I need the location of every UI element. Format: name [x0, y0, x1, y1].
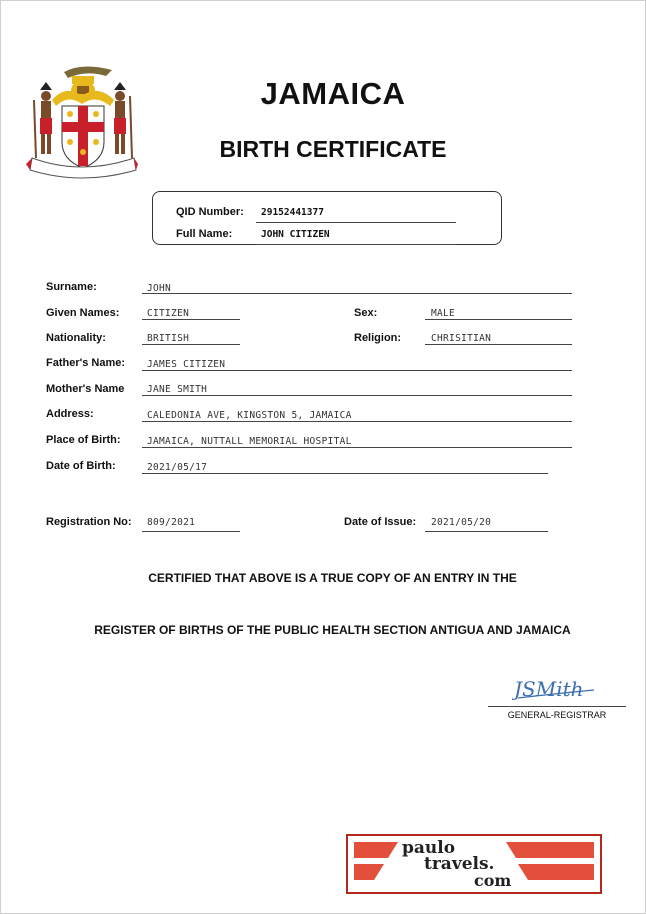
date-of-issue-label: Date of Issue: — [344, 516, 417, 528]
given-names-label: Given Names: — [46, 307, 120, 319]
religion-label: Religion: — [354, 332, 402, 344]
date-of-birth-label: Date of Birth: — [46, 460, 116, 472]
date-of-issue-value: 2021/05/20 — [431, 517, 492, 528]
surname-label: Surname: — [46, 281, 97, 293]
nationality-value: BRITISH — [147, 333, 190, 344]
watermark-text-paulo: paulo — [402, 838, 456, 858]
qid-number-value: 29152441377 — [261, 207, 324, 218]
religion-value: CHRISITIAN — [431, 333, 492, 344]
father-name-label: Father's Name: — [46, 357, 126, 369]
place-of-birth-label: Place of Birth: — [46, 434, 121, 446]
address-value: CALEDONIA AVE, KINGSTON 5, JAMAICA — [147, 410, 352, 421]
country-heading: JAMAICA — [260, 76, 406, 111]
surname-line — [142, 279, 572, 294]
registrar-signature-text: JSMith — [514, 677, 584, 701]
document-title: BIRTH CERTIFICATE — [219, 136, 447, 162]
registrar-signature — [512, 676, 598, 704]
qid-number-label: QID Number: — [176, 206, 244, 218]
sex-label: Sex: — [354, 307, 378, 319]
full-name-label: Full Name: — [176, 228, 233, 240]
certification-line-1: CERTIFIED THAT ABOVE IS A TRUE COPY OF AN ENTRY IN THE — [148, 571, 517, 585]
watermark-text-travels: travels. — [424, 854, 495, 874]
registration-no-value: 809/2021 — [147, 517, 196, 528]
registrar-title: GENERAL-REGISTRAR — [507, 710, 607, 720]
certification-line-2: REGISTER OF BIRTHS OF THE PUBLIC HEALTH SECTION ANTIGUA AND JAMAICA — [94, 623, 571, 637]
registration-no-label: Registration No: — [46, 516, 132, 528]
father-name-value: JAMES CITIZEN — [147, 359, 226, 370]
watermark-text-com: com — [474, 871, 512, 890]
mother-name-value: JANE SMITH — [147, 384, 208, 395]
sex-value: MALE — [431, 308, 456, 319]
date-of-birth-value: 2021/05/17 — [147, 462, 208, 473]
mother-name-label: Mother's Name — [46, 383, 125, 395]
place-of-birth-value: JAMAICA, NUTTALL MEMORIAL HOSPITAL — [147, 436, 352, 447]
surname-value: JOHN — [147, 283, 172, 294]
watermark-logo — [346, 834, 602, 894]
given-names-value: CITIZEN — [147, 308, 190, 319]
signature-line — [488, 706, 626, 707]
nationality-label: Nationality: — [46, 332, 106, 344]
full-name-value: JOHN CITIZEN — [261, 229, 330, 240]
address-label: Address: — [46, 408, 94, 420]
coat-of-arms-emblem — [26, 60, 138, 180]
